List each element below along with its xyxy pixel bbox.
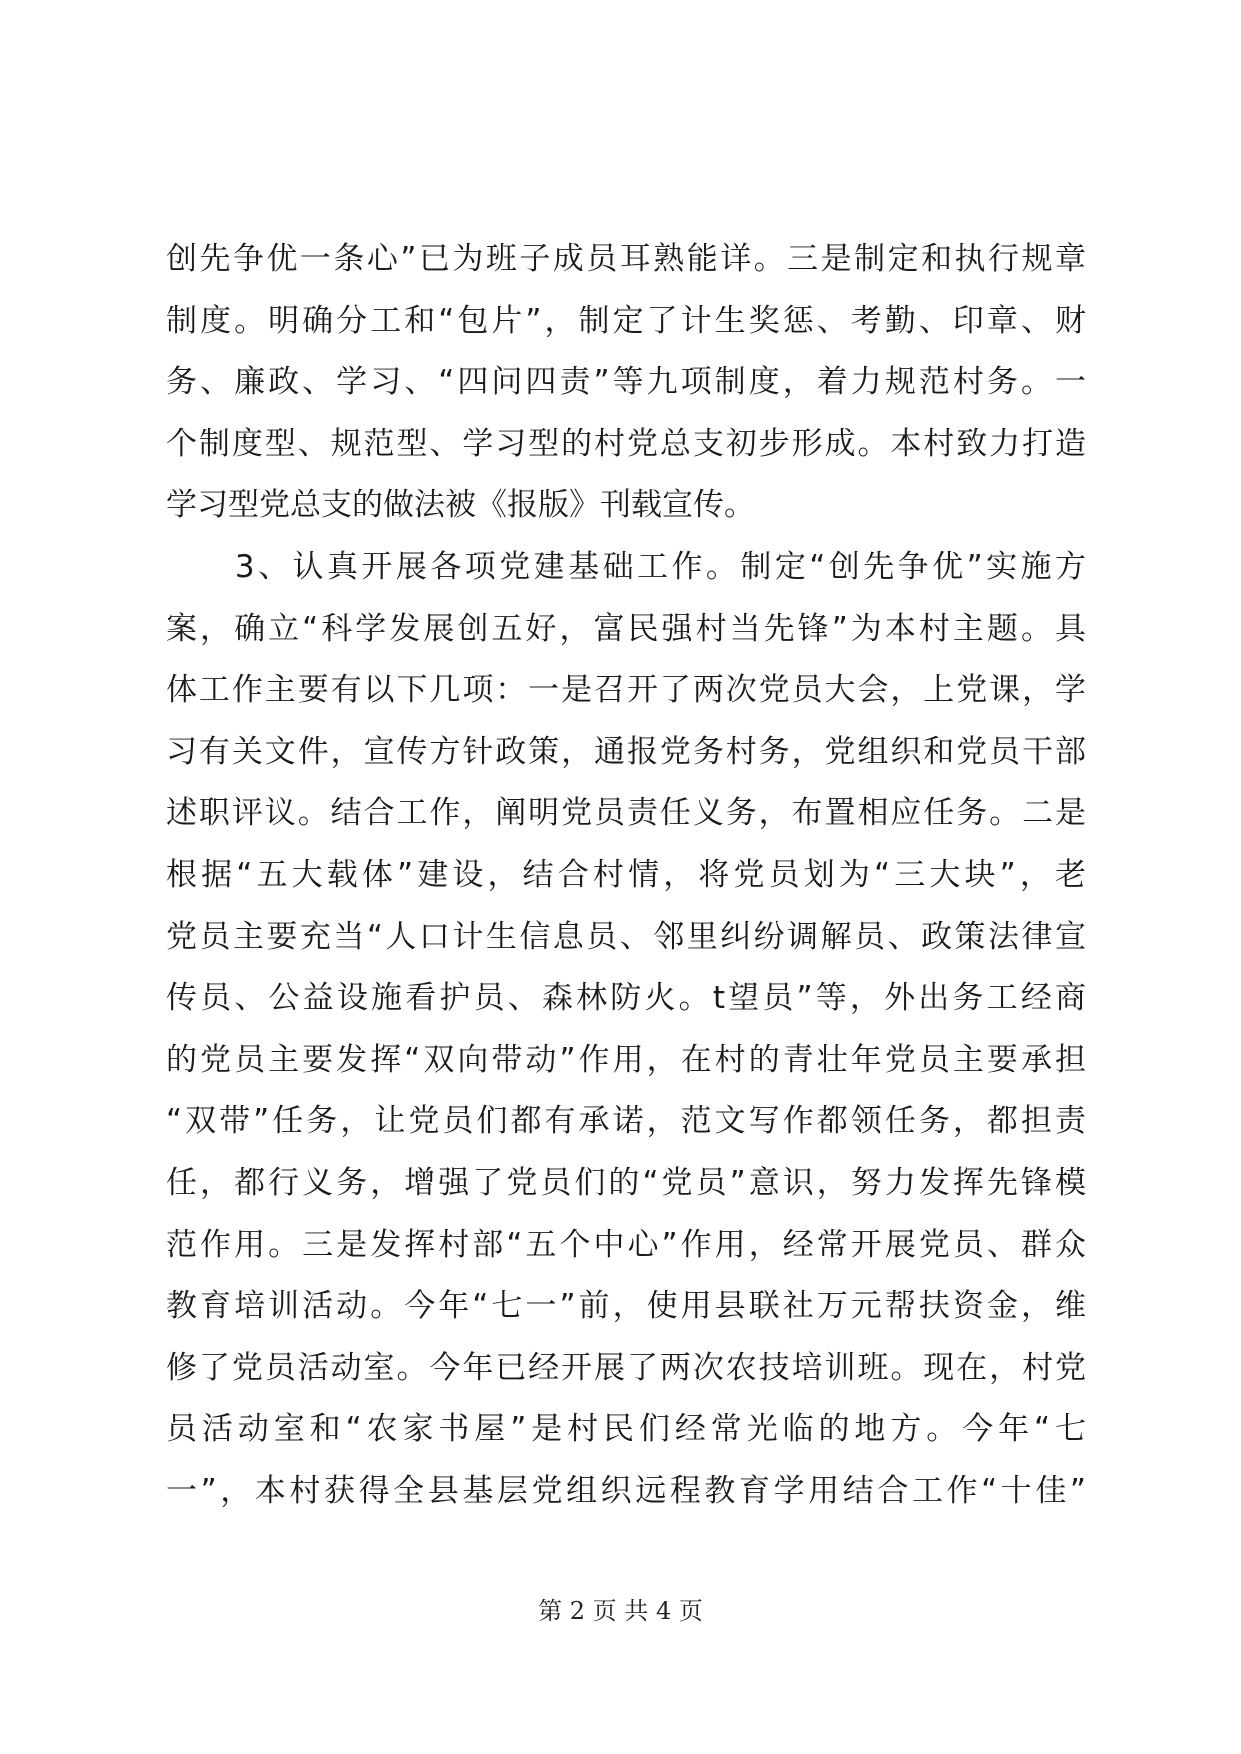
text-line: 的党员主要发挥“双向带动”作用，在村的青壮年党员主要承担 xyxy=(166,1041,1086,1078)
paragraph-2 xyxy=(166,537,1086,1523)
text-line: “双带”任务，让党员们都有承诺，范文写作都领任务，都担责 xyxy=(166,1103,1086,1140)
text-line: 3、认真开展各项党建基础工作。制定“创先争优”实施方 xyxy=(166,548,1086,585)
text-line: 范作用。三是发挥村部“五个中心”作用，经常开展党员、群众 xyxy=(166,1226,1086,1263)
text-line: 体工作主要有以下几项：一是召开了两次党员大会，上党课，学 xyxy=(166,672,1086,709)
text-line: 创先争优一条心”已为班子成员耳熟能详。三是制定和执行规章 xyxy=(166,241,1086,277)
text-line: 修了党员活动室。今年已经开展了两次农技培训班。现在，村党 xyxy=(166,1349,1086,1386)
text-line: 述职评议。结合工作，阐明党员责任义务，布置相应任务。二是 xyxy=(166,795,1086,832)
text-line: 个制度型、规范型、学习型的村党总支初步形成。本村致力打造 xyxy=(166,425,1086,462)
text-line: 一”，本村获得全县基层党组织远程教育学用结合工作“十佳” xyxy=(166,1472,1086,1509)
document-body xyxy=(166,229,1086,1522)
text-line: 务、廉政、学习、“四问四责”等九项制度，着力规范村务。一 xyxy=(166,364,1086,401)
text-line: 任，都行义务，增强了党员们的“党员”意识，努力发挥先锋模 xyxy=(166,1164,1086,1201)
text-line: 党员主要充当“人口计生信息员、邻里纠纷调解员、政策法律宣 xyxy=(166,918,1086,955)
text-line: 传员、公益设施看护员、森林防火。t望员”等，外出务工经商 xyxy=(166,980,1086,1017)
paragraph-1 xyxy=(166,229,1086,537)
text-line: 根据“五大载体”建设，结合村情，将党员划为“三大块”，老 xyxy=(166,856,1086,893)
text-line: 制度。明确分工和“包片”，制定了计生奖惩、考勤、印章、财 xyxy=(166,302,1086,339)
text-line: 习有关文件，宣传方针政策，通报党务村务，党组织和党员干部 xyxy=(166,733,1086,770)
text-line: 教育培训活动。今年“七一”前，使用县联社万元帮扶资金，维 xyxy=(166,1288,1086,1325)
text-line: 学习型党总支的做法被《报版》刊载宣传。 xyxy=(166,487,755,524)
text-line: 案，确立“科学发展创五好，富民强村当先锋”为本村主题。具 xyxy=(166,610,1086,647)
page-number-footer: 第 2 页 共 4 页 xyxy=(538,1597,703,1625)
text-line: 员活动室和“农家书屋”是村民们经常光临的地方。今年“七 xyxy=(166,1411,1086,1448)
